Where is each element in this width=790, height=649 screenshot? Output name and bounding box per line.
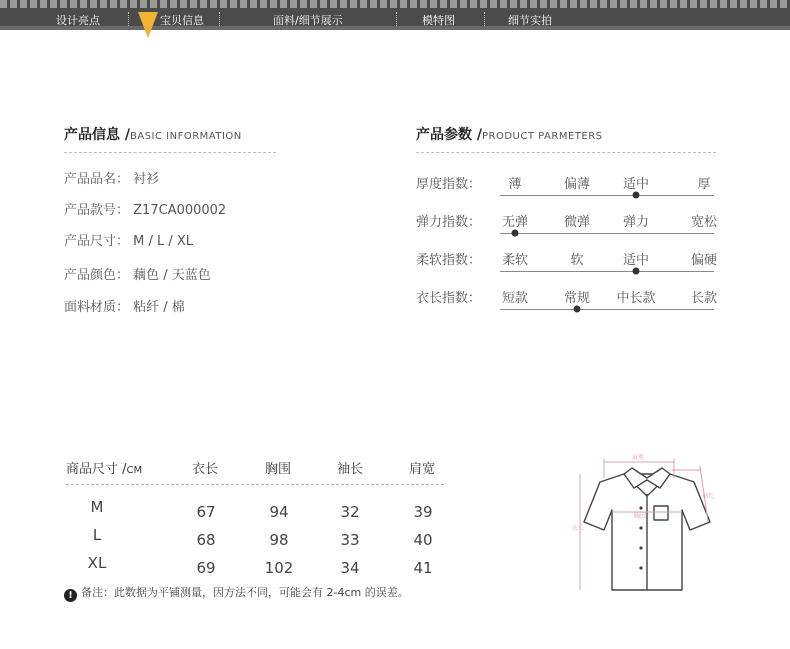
tab-detail-shots[interactable]: 细节实拍 — [508, 14, 552, 27]
param-scale-line — [500, 233, 714, 234]
param-selected-dot — [512, 230, 519, 237]
measurement-note — [64, 584, 409, 602]
chain-border-top — [0, 0, 790, 8]
mark-length: 衣长 — [572, 525, 585, 532]
divider — [64, 152, 276, 153]
param-option: 宽松 — [690, 215, 718, 230]
table-cell: 98 — [269, 531, 289, 549]
info-row-name — [64, 168, 159, 187]
divider — [416, 152, 716, 153]
basic-info-heading — [64, 124, 242, 144]
info-value: M / L / XL — [133, 234, 194, 249]
size-table-header-shoulder: 肩宽 — [408, 462, 436, 477]
param-option: 软 — [570, 253, 584, 268]
info-label: 产品品名： — [64, 172, 130, 187]
params-title: 产品参数 / — [416, 127, 482, 143]
size-cell: M — [90, 498, 104, 516]
params-heading — [416, 124, 603, 144]
param-selected-dot — [633, 268, 640, 275]
mark-sleeve: 袖长 — [702, 493, 715, 500]
info-value: 粘纤 / 棉 — [133, 300, 185, 315]
param-label: 柔软指数： — [416, 253, 482, 268]
params-subtitle: PRODUCT PARMETERS — [482, 131, 603, 142]
info-value: 衬衫 — [133, 172, 160, 187]
size-table-header-length: 衣长 — [191, 462, 219, 477]
table-cell: 32 — [340, 503, 360, 521]
param-option: 偏薄 — [563, 177, 591, 192]
param-option: 薄 — [508, 177, 522, 192]
size-cell: L — [92, 526, 102, 544]
shirt-measurement-diagram — [570, 450, 715, 595]
size-table-header-size — [66, 458, 142, 477]
param-option: 柔软 — [501, 253, 529, 268]
param-option: 弹力 — [622, 215, 650, 230]
info-value: 藕色 / 天蓝色 — [133, 268, 211, 283]
info-label: 产品款号： — [64, 203, 130, 218]
size-cell: XL — [87, 554, 107, 572]
param-scale-line — [500, 271, 714, 272]
param-scale-line — [500, 309, 714, 310]
table-cell: 68 — [196, 531, 216, 549]
table-cell: 94 — [269, 503, 289, 521]
shirt-outline — [584, 468, 710, 590]
size-header-unit: CM — [126, 465, 143, 476]
info-label: 产品尺寸： — [64, 234, 130, 249]
info-row-material — [64, 296, 185, 315]
table-cell: 40 — [413, 531, 433, 549]
param-option: 适中 — [622, 253, 650, 268]
tab-design-highlights[interactable]: 设计亮点 — [56, 14, 100, 27]
table-cell: 69 — [196, 559, 216, 577]
tab-model-photos[interactable]: 模特图 — [422, 14, 455, 27]
param-option: 无弹 — [501, 215, 529, 230]
param-option: 微弹 — [563, 215, 591, 230]
param-option: 适中 — [622, 177, 650, 192]
basic-info-title: 产品信息 / — [64, 127, 130, 143]
tab-separator — [219, 12, 220, 26]
size-table-header-chest: 胸围 — [264, 462, 292, 477]
divider — [66, 484, 444, 485]
tab-separator — [396, 12, 397, 26]
table-cell: 34 — [340, 559, 360, 577]
param-option: 偏硬 — [690, 253, 718, 268]
param-label: 弹力指数： — [416, 215, 482, 230]
tab-separator — [484, 12, 485, 26]
param-label: 厚度指数： — [416, 177, 482, 192]
tab-fabric-details[interactable]: 面料/细节展示 — [273, 14, 343, 27]
table-cell: 41 — [413, 559, 433, 577]
param-selected-dot — [633, 192, 640, 199]
info-row-size — [64, 230, 193, 249]
table-cell: 67 — [196, 503, 216, 521]
param-scale-line — [500, 195, 714, 196]
size-table-header-sleeve: 袖长 — [336, 462, 364, 477]
table-cell: 39 — [413, 503, 433, 521]
tab-product-info[interactable]: 宝贝信息 — [160, 14, 204, 27]
tab-separator — [128, 12, 129, 26]
info-label: 面料材质： — [64, 300, 130, 315]
info-label: 产品颜色： — [64, 268, 130, 283]
basic-info-subtitle: BASIC INFORMATION — [130, 131, 242, 142]
mark-chest: 胸围 — [634, 513, 647, 520]
param-label: 衣长指数： — [416, 291, 482, 306]
active-tab-marker — [138, 12, 158, 38]
top-nav-bar — [0, 0, 790, 30]
table-cell: 33 — [340, 531, 360, 549]
chain-border-bottom — [0, 26, 790, 30]
info-value: Z17CA000002 — [133, 203, 227, 218]
info-row-style-number — [64, 199, 226, 218]
info-row-color — [64, 264, 211, 283]
warning-icon: ! — [64, 589, 77, 602]
table-cell: 102 — [264, 559, 294, 577]
size-header-label: 商品尺寸 / — [66, 462, 127, 477]
param-option: 中长款 — [616, 291, 656, 306]
param-option: 厚 — [697, 177, 711, 192]
param-option: 常规 — [563, 291, 591, 306]
param-selected-dot — [574, 306, 581, 313]
note-text: 备注：此数据为平铺测量，因方法不同，可能会有 2-4cm 的误差。 — [81, 586, 409, 599]
param-option: 短款 — [501, 291, 529, 306]
mark-shoulder: 肩宽 — [632, 454, 645, 461]
param-option: 长款 — [690, 291, 718, 306]
